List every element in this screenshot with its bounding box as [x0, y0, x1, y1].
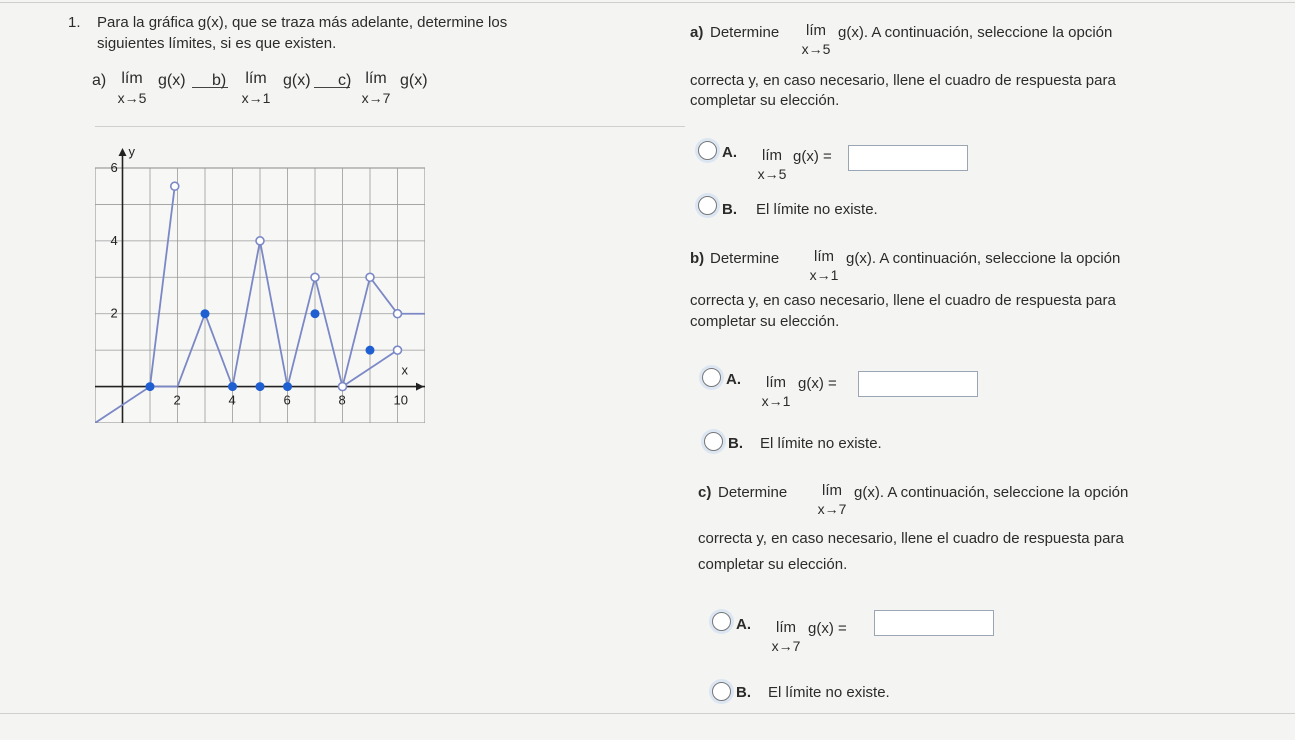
limit-expression [804, 249, 844, 282]
answer-input-c[interactable] [874, 610, 994, 636]
y-axis-arrow [119, 148, 127, 156]
open-point [394, 346, 402, 354]
limit-expression [752, 148, 792, 181]
closed-point [366, 346, 375, 355]
x-axis-label: x [401, 362, 408, 378]
question-label: c) [698, 484, 712, 501]
y-axis-label: y [128, 144, 135, 159]
limit-word: lím [776, 619, 796, 636]
part-label: c) [338, 72, 352, 89]
option-text: El límite no existe. [760, 435, 882, 452]
top-divider [0, 2, 1295, 3]
option-b-radio[interactable] [698, 196, 717, 215]
option-expression: g(x) = [798, 375, 837, 392]
limit-subscript: x→7 [771, 638, 801, 654]
closed-point [146, 382, 155, 391]
limit-word: lím [814, 248, 834, 265]
limit-subscript: x→5 [757, 166, 787, 182]
question-label: a) [690, 24, 704, 41]
limit-subscript: x→5 [801, 41, 831, 57]
limit-subscript: x→7 [817, 501, 847, 517]
problem-intro-line1: Para la gráfica g(x), que se traza más adelante, determine los [97, 14, 508, 31]
closed-point [228, 382, 237, 391]
open-point [171, 182, 179, 190]
bottom-divider [0, 713, 1295, 714]
question-prompt-pre: Determine [710, 250, 780, 267]
limit-expression [766, 620, 806, 653]
x-tick-label: 2 [173, 392, 181, 408]
open-point [339, 383, 347, 391]
question-line3: completar su elección. [698, 556, 848, 573]
limit-word: lím [365, 70, 387, 87]
option-letter: A. [736, 616, 751, 633]
question-line3: completar su elección. [690, 92, 840, 109]
problem-number: 1. [68, 14, 81, 31]
option-expression: g(x) = [808, 620, 847, 637]
question-prompt-post: g(x). A continuación, seleccione la opción [846, 250, 1121, 267]
closed-point [283, 382, 292, 391]
open-point [366, 273, 374, 281]
closed-point [201, 309, 210, 318]
option-letter: B. [728, 435, 743, 452]
question-prompt-post: g(x). A continuación, seleccione la opción [838, 24, 1113, 41]
open-point [256, 237, 264, 245]
function-label: g(x) [158, 72, 186, 89]
limit-subscript: x→7 [361, 90, 391, 106]
option-letter: B. [736, 684, 751, 701]
limit-expression [112, 71, 152, 105]
question-prompt-post: g(x). A continuación, seleccione la opción [854, 484, 1129, 501]
x-tick-label: 6 [283, 392, 291, 408]
part-label: a) [92, 72, 107, 89]
limit-expression [236, 71, 276, 105]
option-text: El límite no existe. [756, 201, 878, 218]
problem-intro-line2: siguientes límites, si es que existen. [97, 35, 337, 52]
function-graph [95, 138, 425, 423]
closed-point [256, 382, 265, 391]
option-letter: A. [722, 144, 737, 161]
option-letter: B. [722, 201, 737, 218]
answer-input-b[interactable] [858, 371, 978, 397]
question-prompt-pre: Determine [718, 484, 788, 501]
option-b-radio[interactable] [704, 432, 723, 451]
limit-word: lím [766, 374, 786, 391]
left-section-divider [95, 126, 685, 127]
question-line2: correcta y, en caso necesario, llene el cuadro de respuesta para [690, 72, 1116, 89]
x-tick-label: 10 [393, 392, 408, 408]
question-line2: correcta y, en caso necesario, llene el cuadro de respuesta para [698, 530, 1124, 547]
limit-word: lím [806, 22, 826, 39]
y-tick-label: 6 [110, 160, 118, 175]
limit-expression [796, 23, 836, 56]
option-letter: A. [726, 371, 741, 388]
limit-expression [812, 483, 852, 516]
question-prompt-pre: Determine [710, 24, 780, 41]
x-tick-label: 4 [228, 392, 236, 408]
open-point [311, 273, 319, 281]
limit-subscript: x→1 [241, 90, 271, 106]
y-tick-label: 2 [110, 305, 118, 321]
limit-word: lím [121, 70, 143, 87]
part-label: b) [212, 72, 227, 89]
limit-word: lím [762, 147, 782, 164]
question-line2: correcta y, en caso necesario, llene el cuadro de respuesta para [690, 292, 1116, 309]
limit-subscript: x→5 [117, 90, 147, 106]
function-label: g(x) [283, 72, 311, 89]
limit-expression [756, 375, 796, 408]
limit-subscript: x→1 [761, 393, 791, 409]
open-point [394, 310, 402, 318]
option-expression: g(x) = [793, 148, 832, 165]
option-b-radio[interactable] [712, 682, 731, 701]
limit-subscript: x→1 [809, 267, 839, 283]
x-tick-label: 8 [338, 392, 346, 408]
limit-word: lím [245, 70, 267, 87]
option-a-radio[interactable] [702, 368, 721, 387]
question-label: b) [690, 250, 705, 267]
option-a-radio[interactable] [698, 141, 717, 160]
y-tick-label: 4 [110, 232, 118, 248]
limit-word: lím [822, 482, 842, 499]
option-text: El límite no existe. [768, 684, 890, 701]
answer-input-a[interactable] [848, 145, 968, 171]
function-label: g(x) [400, 72, 428, 89]
question-line3: completar su elección. [690, 313, 840, 330]
option-a-radio[interactable] [712, 612, 731, 631]
limit-expression [356, 71, 396, 105]
closed-point [311, 309, 320, 318]
